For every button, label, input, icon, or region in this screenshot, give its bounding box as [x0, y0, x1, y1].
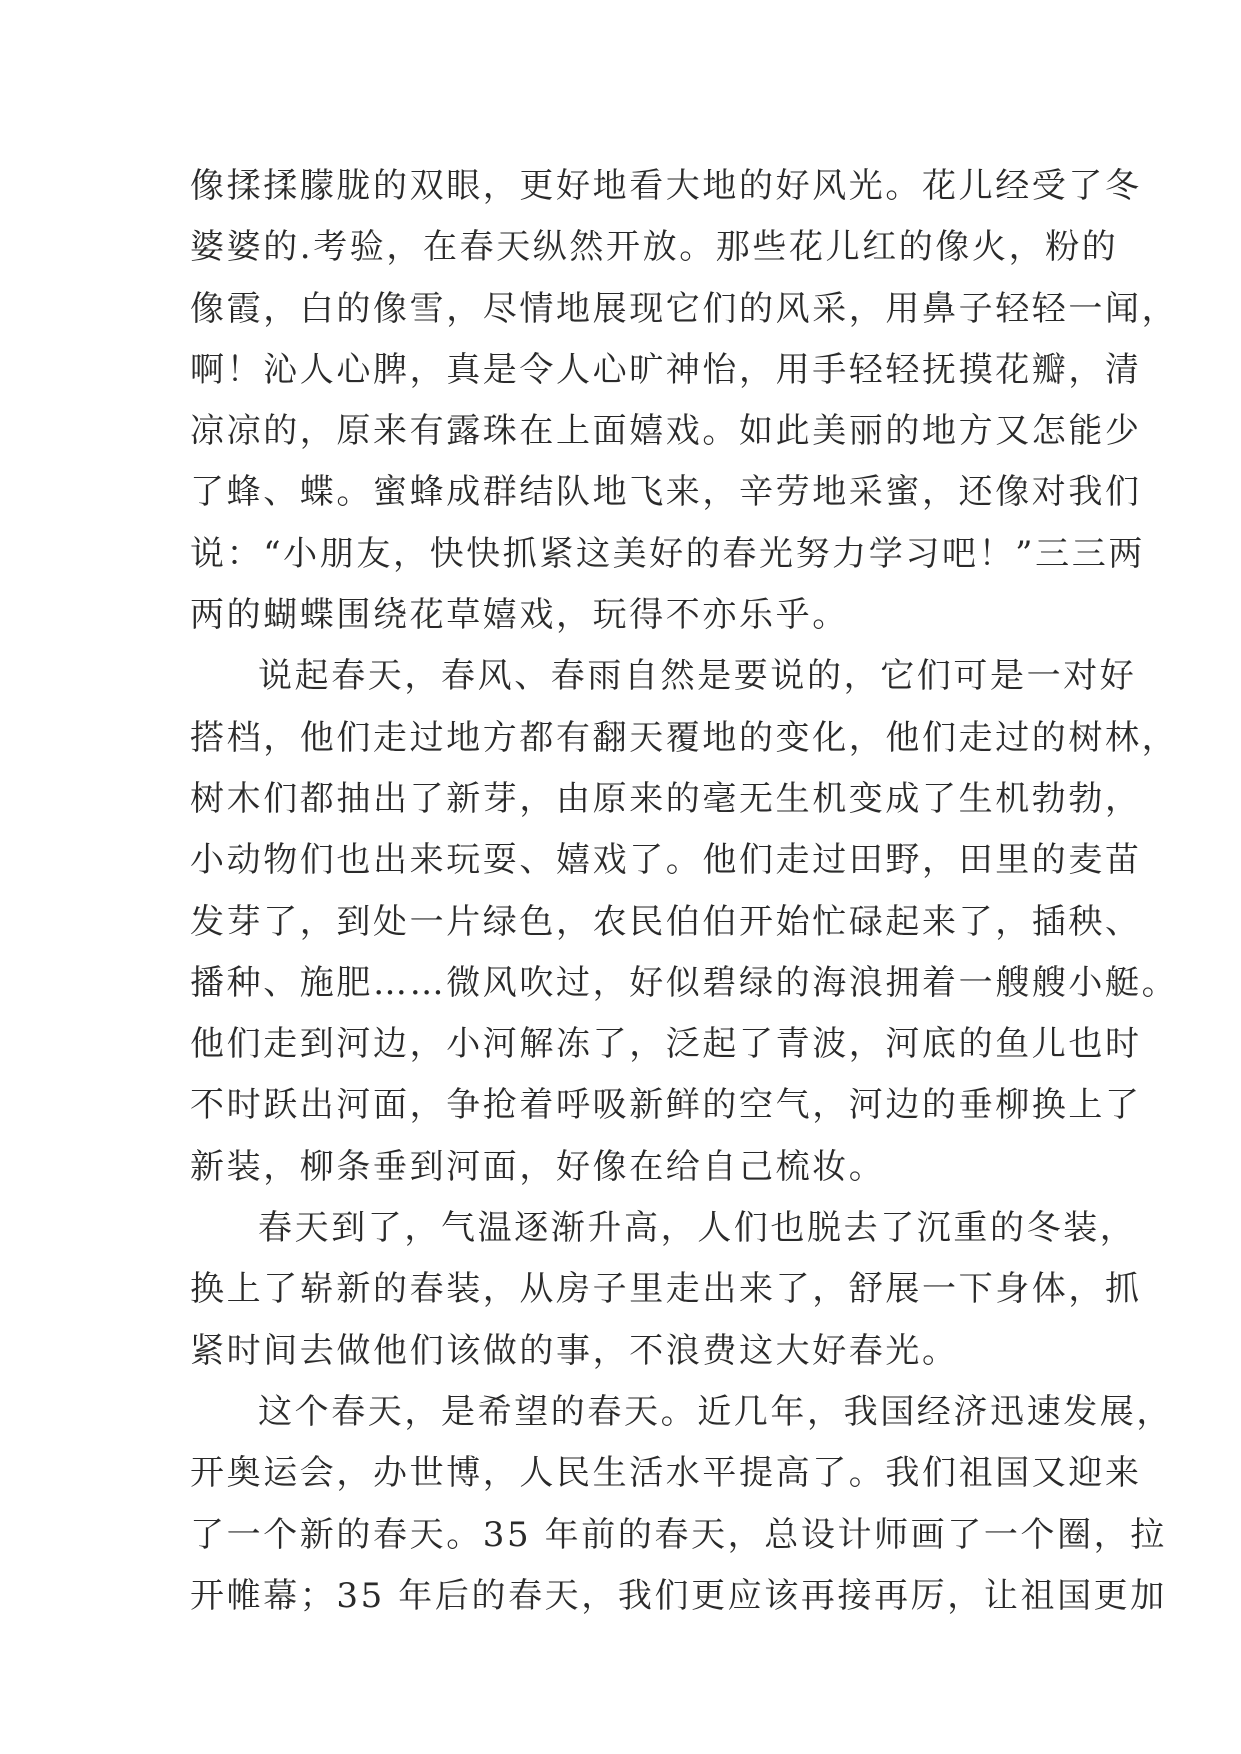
text-line: 换上了崭新的春装，从房子里走出来了，舒展一下身体，抓: [190, 1269, 1142, 1310]
text-line: 了蜂、蝶。蜜蜂成群结队地飞来，辛劳地采蜜，还像对我们: [190, 472, 1142, 513]
text-line: 他们走到河边，小河解冻了，泛起了青波，河底的鱼儿也时: [190, 1024, 1142, 1065]
paragraph-first-line: 说起春天，春风、春雨自然是要说的，它们可是一对好: [258, 656, 1137, 697]
text-line: 搭档，他们走过地方都有翻天覆地的变化，他们走过的树林，: [190, 717, 1179, 758]
text-line: 婆婆的.考验，在春天纵然开放。那些花儿红的像火，粉的: [190, 227, 1119, 268]
text-line: 小动物们也出来玩耍、嬉戏了。他们走过田野，田里的麦苗: [190, 840, 1142, 881]
text-line: 了一个新的春天。35 年前的春天，总设计师画了一个圈，拉: [190, 1514, 1167, 1555]
text-line: 两的蝴蝶围绕花草嬉戏，玩得不亦乐乎。: [190, 595, 849, 636]
text-line: 像霞，白的像雪，尽情地展现它们的风采，用鼻子轻轻一闻，: [190, 288, 1179, 329]
text-line: 紧时间去做他们该做的事，不浪费这大好春光。: [190, 1330, 959, 1371]
paragraph-first-line: 春天到了，气温逐渐升高，人们也脱去了沉重的冬装，: [258, 1208, 1137, 1249]
text-line: 树木们都抽出了新芽，由原来的毫无生机变成了生机勃勃，: [190, 778, 1142, 819]
text-line: 播种、施肥……微风吹过，好似碧绿的海浪拥着一艘艘小艇。: [190, 962, 1179, 1003]
document-body: [190, 156, 1179, 1627]
text-line: 说：“小朋友，快快抓紧这美好的春光努力学习吧！”三三两: [190, 533, 1145, 574]
text-line: 新装，柳条垂到河面，好像在给自己梳妆。: [190, 1146, 886, 1187]
text-line: 发芽了，到处一片绿色，农民伯伯开始忙碌起来了，插秧、: [190, 901, 1142, 942]
text-line: 啊！沁人心脾，真是令人心旷神怡，用手轻轻抚摸花瓣，清: [190, 349, 1142, 390]
text-line: 像揉揉朦胧的双眼，更好地看大地的好风光。花儿经受了冬: [190, 166, 1142, 206]
text-line: 不时跃出河面，争抢着呼吸新鲜的空气，河边的垂柳换上了: [190, 1085, 1142, 1126]
paragraph-first-line: 这个春天，是希望的春天。近几年，我国经济迅速发展，: [258, 1391, 1173, 1432]
text-line: 开帷幕；35 年后的春天，我们更应该再接再厉，让祖国更加: [190, 1575, 1167, 1616]
text-line: 开奥运会，办世博，人民生活水平提高了。我们祖国又迎来: [190, 1453, 1142, 1494]
text-line: 凉凉的，原来有露珠在上面嬉戏。如此美丽的地方又怎能少: [190, 411, 1142, 452]
